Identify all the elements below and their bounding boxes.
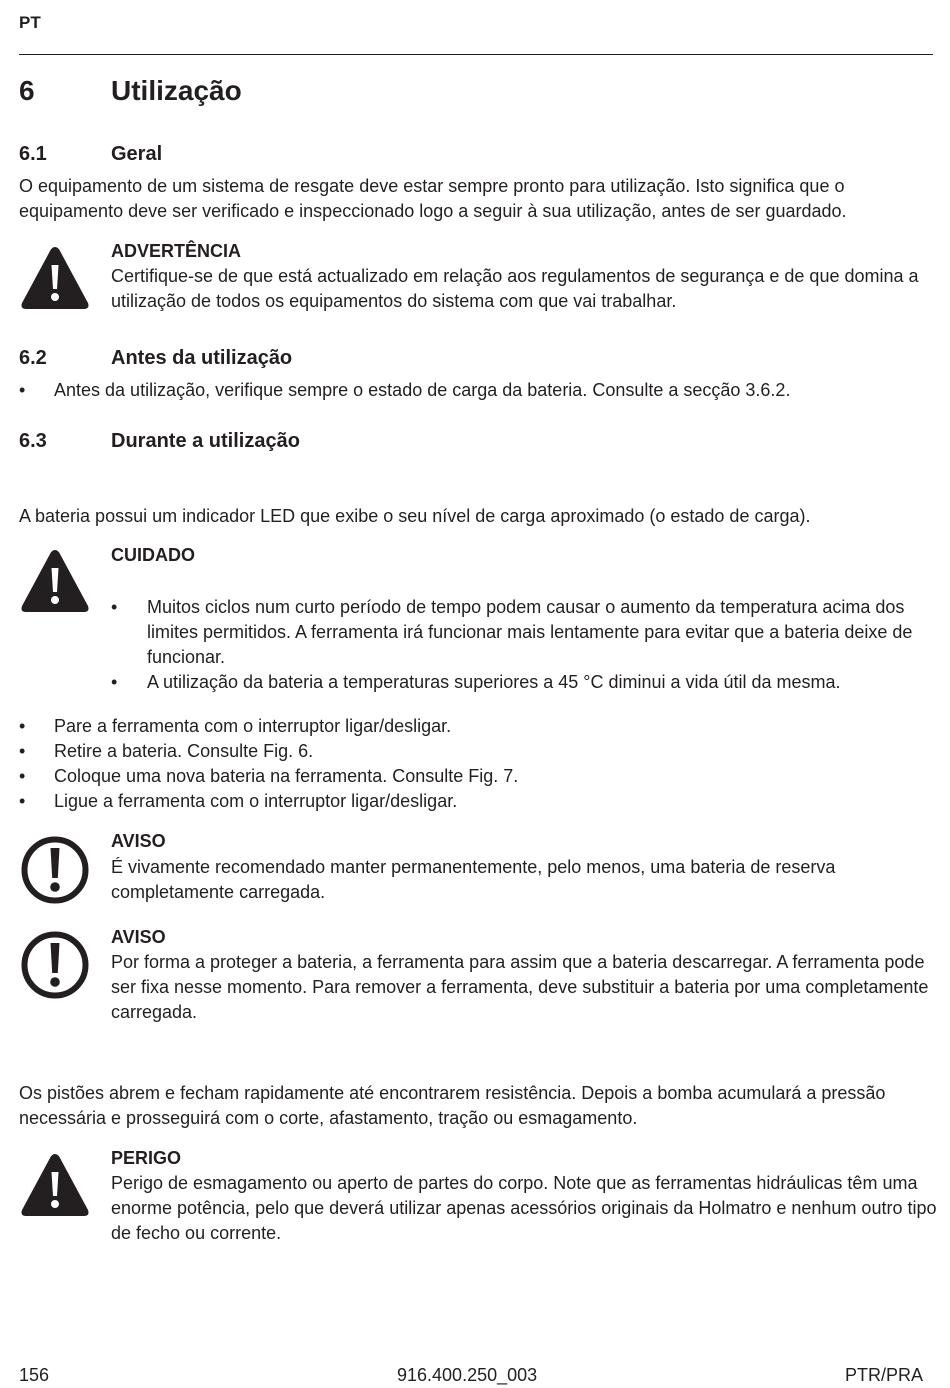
section-6-3-body-2: Os pistões abrem e fecham rapidamente até encontrarem resistência. Depois a bomba acumulará a pressão necessária e prosseguirá com o corte, afastamento, tração ou esmagamento. <box>19 1083 886 1128</box>
danger-text: Perigo de esmagamento ou aperto de partes do corpo. Note que as ferramentas hidráulicas têm uma enorme potência, pelo que deverá utilizar apenas acessórios originais da Holmatro e nenhum outro tipo de fecho ou corrente. <box>111 1173 937 1243</box>
list-item: Ligue a ferramenta com o interruptor ligar/desligar. <box>54 791 458 811</box>
document-number: 916.400.250_003 <box>397 1365 538 1385</box>
section-6-1-body: O equipamento de um sistema de resgate deve estar sempre pronto para utilização. Isto significa que o equipamento deve ser verificado e inspeccionado logo a seguir à sua utilização, antes de ser guardado. <box>19 176 847 221</box>
chapter-number: 6 <box>19 75 35 106</box>
danger-title: PERIGO <box>111 1148 182 1168</box>
page-number: 156 <box>19 1365 50 1385</box>
notice-title: AVISO <box>111 927 166 947</box>
section-6-3-body: A bateria possui um indicador LED que exibe o seu nível de carga aproximado (o estado de carga). <box>19 506 811 526</box>
exclamation-circle-icon <box>19 929 91 1001</box>
bullet-marker: • <box>19 380 26 400</box>
section-6-1-number: 6.1 <box>19 143 47 165</box>
language-code: PT <box>19 13 41 32</box>
warning-triangle-icon <box>19 546 91 618</box>
notice-title: AVISO <box>111 831 166 851</box>
notice-text: É vivamente recomendado manter permanentemente, pelo menos, uma bateria de reserva completamente carregada. <box>111 857 836 902</box>
bullet-marker: • <box>19 716 26 736</box>
section-6-2-number: 6.2 <box>19 347 47 369</box>
list-item: Pare a ferramenta com o interruptor ligar/desligar. <box>54 716 452 736</box>
section-6-3-title: Durante a utilização <box>111 430 300 452</box>
header-divider <box>19 54 933 55</box>
warning-text: Certifique-se de que está actualizado em relação aos regulamentos de segurança e de que domina a utilização de todos os equipamentos do sistema com que vai trabalhar. <box>111 266 919 311</box>
bullet-marker: • <box>19 791 26 811</box>
warning-triangle-icon <box>19 1150 91 1222</box>
chapter-title: Utilização <box>111 75 242 106</box>
notice-text: Por forma a proteger a bateria, a ferramenta para assim que a bateria descarregar. A ferramenta pode ser fixa nesse momento. Para remover a ferramenta, deve substituir a bateria por uma completamente carregada. <box>111 952 929 1022</box>
caution-title: CUIDADO <box>111 545 195 565</box>
warning-triangle-icon <box>19 243 91 315</box>
product-code: PTR/PRA <box>845 1365 924 1385</box>
bullet-marker: • <box>111 672 118 692</box>
section-6-2-title: Antes da utilização <box>111 347 293 369</box>
list-item: A utilização da bateria a temperaturas superiores a 45 °C diminui a vida útil da mesma. <box>147 672 841 692</box>
exclamation-circle-icon <box>19 834 91 906</box>
list-item: Antes da utilização, verifique sempre o estado de carga da bateria. Consulte a secção 3.6.2. <box>54 380 791 400</box>
bullet-marker: • <box>19 741 26 761</box>
list-item: Retire a bateria. Consulte Fig. 6. <box>54 741 314 761</box>
warning-title: ADVERTÊNCIA <box>111 241 242 261</box>
list-item: Muitos ciclos num curto período de tempo podem causar o aumento da temperatura acima dos limites permitidos. A ferramenta irá funcionar mais lentamente para evitar que a bateria deixe de funcionar. <box>147 597 913 667</box>
bullet-marker: • <box>19 766 26 786</box>
list-item: Coloque uma nova bateria na ferramenta. Consulte Fig. 7. <box>54 766 519 786</box>
section-6-1-title: Geral <box>111 143 163 165</box>
section-6-3-number: 6.3 <box>19 430 47 452</box>
bullet-marker: • <box>111 597 118 617</box>
